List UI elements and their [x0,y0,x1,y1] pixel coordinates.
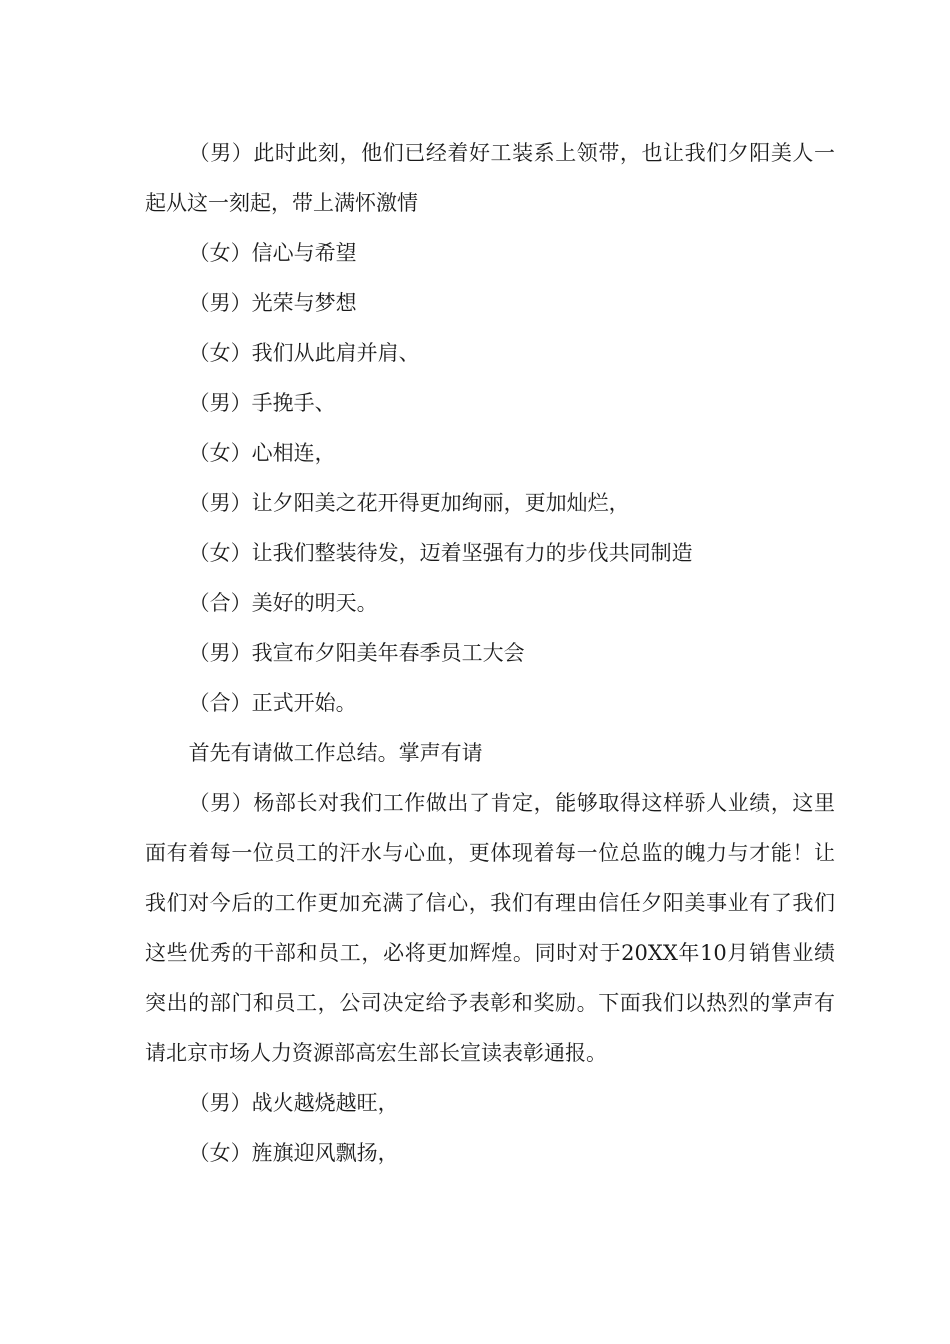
paragraph-12: 首先有请做工作总结。掌声有请 [188,741,483,765]
paragraph-1: （男）此时此刻，他们已经着好工装系上领带，也让我们夕阳美人一起从这一刻起，带上满怀激情 [145,141,835,215]
paragraph-13: （男）杨部长对我们工作做出了肯定，能够取得这样骄人业绩，这里面有着每一位员工的汗水与心血，更体现着每一位总监的魄力与才能！让我们对今后的工作更加充满了信心，我们有理由信任夕阳美事业有了我们这些优秀的干部和员工，必将更加辉煌。同时对于20XX年10月销售业绩突出的部门和员工，公司决定给予表彰和奖励。下面我们以热烈的掌声有请北京市场人力资源部高宏生部长宣读表彰通报。 [145,791,835,1065]
paragraph-10: （男）我宣布夕阳美年春季员工大会 [188,641,525,665]
paragraph-5: （男）手挽手、 [188,391,336,415]
paragraph-3: （男）光荣与梦想 [188,291,357,315]
paragraph-15: （女）旌旗迎风飘扬， [188,1141,399,1165]
paragraph-9: （合）美好的明天。 [188,591,378,615]
paragraph-4: （女）我们从此肩并肩、 [188,341,420,365]
paragraph-2: （女）信心与希望 [188,241,357,265]
paragraph-8: （女）让我们整装待发，迈着坚强有力的步伐共同制造 [188,541,693,565]
paragraph-14: （男）战火越烧越旺， [188,1091,399,1115]
document-body [145,128,835,1178]
paragraph-6: （女）心相连， [188,441,336,465]
paragraph-7: （男）让夕阳美之花开得更加绚丽，更加灿烂， [188,491,630,515]
paragraph-11: （合）正式开始。 [188,691,357,715]
